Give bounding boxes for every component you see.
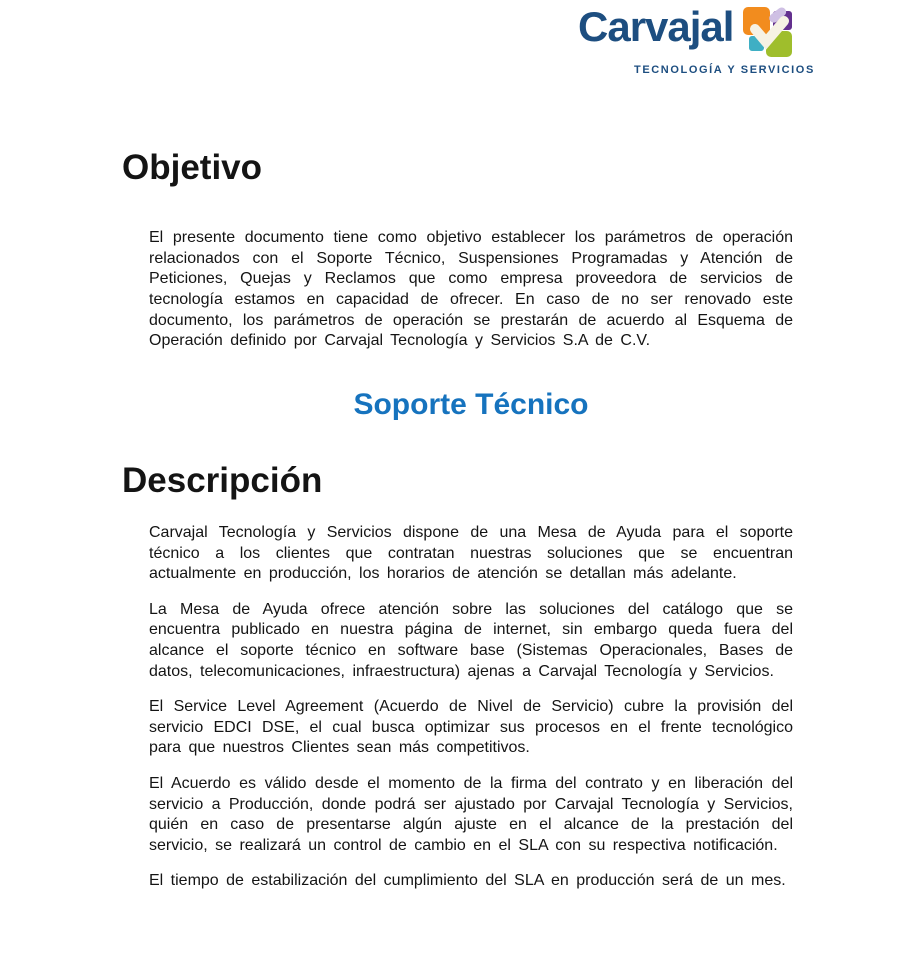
- heading-soporte-tecnico: Soporte Técnico: [353, 387, 589, 421]
- heading-descripcion: Descripción: [122, 460, 323, 500]
- logo-wordmark: Carvajal: [578, 3, 734, 50]
- paragraph-descripcion-1: Carvajal Tecnología y Servicios dispone de una Mesa de Ayuda para el soporte técnico a los clientes que contratan nuestras soluciones que se encuentran actualmente en producción, los horarios de atención se detallan más adelante.: [149, 524, 793, 583]
- logo-row: [578, 3, 815, 59]
- pinwheel-logo-icon: [740, 3, 796, 59]
- document-body: [0, 148, 906, 892]
- paragraph-descripcion-3: El Service Level Agreement (Acuerdo de Nivel de Servicio) cubre la provisión del servicio EDCI DSE, el cual busca optimizar sus procesos en el frente tecnológico para que nuestros Clientes sean más competitivos.: [149, 698, 793, 757]
- carvajal-logo: [578, 3, 815, 76]
- paragraph-descripcion-5: El tiempo de estabilización del cumplimiento del SLA en producción será de un mes.: [149, 872, 786, 890]
- paragraph-descripcion-2: La Mesa de Ayuda ofrece atención sobre las soluciones del catálogo que se encuentra publicado en nuestra página de internet, sin embargo queda fuera del alcance el soporte técnico en software base (Sistemas Operacionales, Bases de datos, telecomunicaciones, infraestructura) ajenas a Carvajal Tecnología y Servicios.: [149, 600, 793, 680]
- paragraph-objetivo: El presente documento tiene como objetivo establecer los parámetros de operación relacionados con el Soporte Técnico, Suspensiones Programadas y Atención de Peticiones, Quejas y Reclamos que como empresa proveedora de servicios de tecnología estamos en capacidad de ofrecer. En caso de no ser renovado este documento, los parámetros de operación se prestarán de acuerdo al Esquema de Operación definido por Carvajal Tecnología y Servicios S.A de C.V.: [149, 229, 793, 350]
- heading-objetivo: Objetivo: [122, 148, 263, 187]
- logo-tagline: TECNOLOGÍA Y SERVICIOS: [634, 64, 815, 76]
- paragraph-descripcion-4: El Acuerdo es válido desde el momento de la firma del contrato y en liberación del servicio a Producción, donde podrá ser ajustado por Carvajal Tecnología y Servicios, quién en caso de presentarse algún ajuste en el alcance de la prestación del servicio, se realizará un control de cambio en el SLA con su respectiva notificación.: [149, 775, 793, 854]
